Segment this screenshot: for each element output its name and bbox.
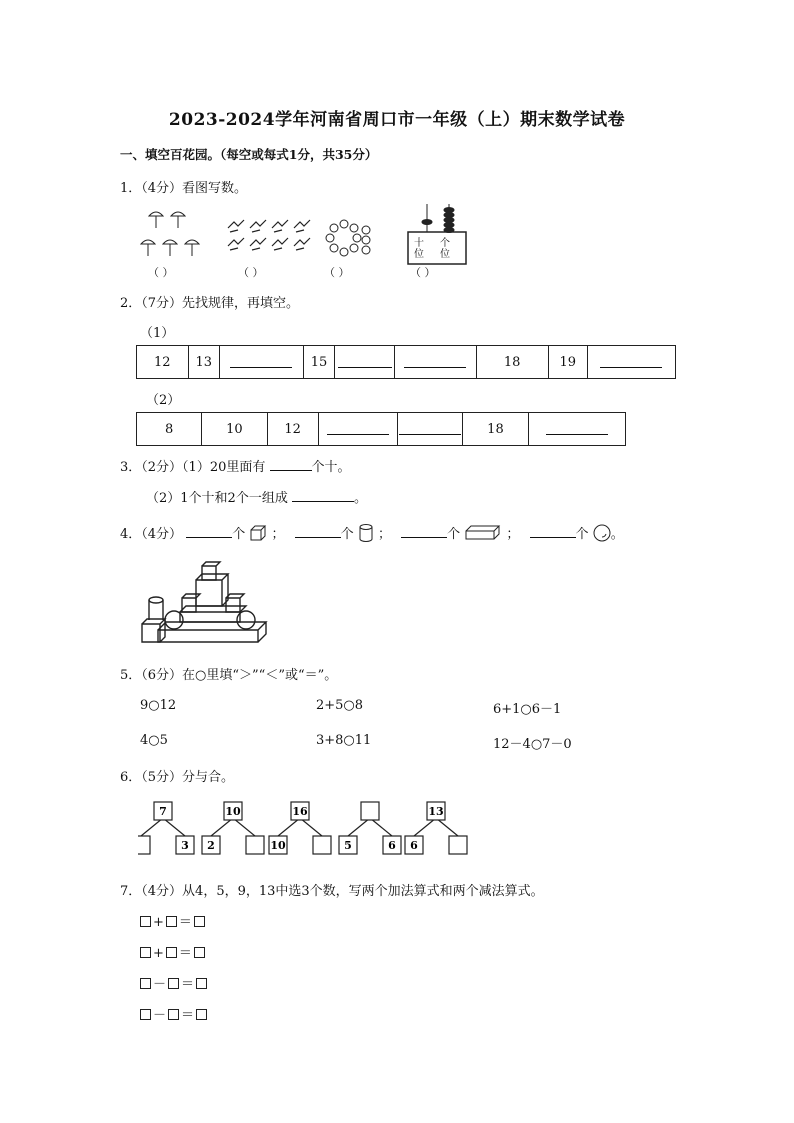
seq-blank[interactable] xyxy=(587,346,675,379)
answer-blank[interactable] xyxy=(530,525,576,538)
answer-blank[interactable] xyxy=(295,525,341,538)
question-2-part-2: （2） xyxy=(146,393,181,408)
bond-line xyxy=(414,818,436,836)
cuboid-icon xyxy=(464,525,502,541)
answer-blank[interactable] xyxy=(292,489,354,502)
comparison-item[interactable]: 12－4○7－0 xyxy=(493,737,572,752)
comparison-item[interactable]: 3+8○11 xyxy=(316,733,372,748)
bond-left-value: 10 xyxy=(270,839,286,852)
seq-cell: 15 xyxy=(303,346,334,379)
number-bond-group xyxy=(138,800,478,862)
sphere-icon xyxy=(593,524,611,542)
bond-top-value: 10 xyxy=(225,805,241,818)
seq-blank[interactable] xyxy=(219,346,303,379)
answer-blank[interactable] xyxy=(186,525,232,538)
question-4-label: 4．（4分） xyxy=(120,527,183,542)
cylinder-icon xyxy=(358,523,374,543)
number-bond-4 xyxy=(339,802,401,854)
question-3-b: （2）1个十和2个一组成 。 xyxy=(146,491,367,506)
seq-cell: 8 xyxy=(137,413,202,446)
bond-right-box[interactable] xyxy=(246,836,264,854)
sequence-table-1 xyxy=(136,345,676,379)
seq-cell: 13 xyxy=(188,346,219,379)
bond-line xyxy=(233,818,255,836)
bond-right-value: 6 xyxy=(388,839,396,852)
bond-left-value: 5 xyxy=(344,839,352,852)
answer-blank[interactable] xyxy=(270,458,312,471)
bond-right-box[interactable] xyxy=(313,836,331,854)
seq-cell: 10 xyxy=(202,413,267,446)
cube-icon xyxy=(249,525,267,541)
question-6-label: 6．（5分）分与合。 xyxy=(120,770,235,785)
equation-line[interactable]: + ＝ xyxy=(140,942,205,961)
bond-top-value: 13 xyxy=(428,805,444,818)
circle-group-icon xyxy=(326,220,370,256)
stacked-shapes-picture xyxy=(138,560,268,650)
answer-paren[interactable]: （ ） xyxy=(324,266,350,279)
answer-paren[interactable]: （ ） xyxy=(410,266,436,279)
comparison-item[interactable]: 9○12 xyxy=(140,698,177,713)
seq-cell: 19 xyxy=(548,346,587,379)
number-bond-2 xyxy=(202,802,264,854)
bond-top-value: 16 xyxy=(292,805,308,818)
question-5-label: 5．（6分）在○里填“＞”“＜”或“＝”。 xyxy=(120,668,338,683)
bond-left-box[interactable] xyxy=(138,836,150,854)
seq-cell: 18 xyxy=(463,413,528,446)
bond-line xyxy=(278,818,300,836)
abacus-tens-label: 十位 xyxy=(414,238,424,260)
bond-line xyxy=(211,818,233,836)
number-bond-1 xyxy=(138,802,194,854)
answer-paren[interactable]: （ ） xyxy=(238,266,264,279)
seq-cell: 12 xyxy=(267,413,318,446)
bond-left-value: 6 xyxy=(410,839,418,852)
equation-line[interactable]: － ＝ xyxy=(140,973,207,992)
equation-line[interactable]: + ＝ xyxy=(140,911,205,930)
solids-figure xyxy=(138,560,268,654)
bond-right-box[interactable] xyxy=(449,836,467,854)
bond-line xyxy=(370,818,392,836)
bond-right-value: 3 xyxy=(181,839,189,852)
section-heading: 一、填空百花园。（每空或每式1分，共35分） xyxy=(120,147,378,162)
question-1-figure xyxy=(138,202,478,280)
seq-blank[interactable] xyxy=(394,346,476,379)
comparison-item[interactable]: 2+5○8 xyxy=(316,698,364,713)
comparison-item[interactable]: 6+1○6－1 xyxy=(493,702,562,717)
umbrella-group-icon xyxy=(141,212,199,256)
question-3-a: 3．（2分）（1）20里面有 个十。 xyxy=(120,460,351,475)
seq-cell: 12 xyxy=(137,346,189,379)
bird-group-icon xyxy=(228,220,310,250)
bond-left-value: 2 xyxy=(207,839,215,852)
question-3-label: 3．（2分） xyxy=(120,460,183,475)
answer-blank[interactable] xyxy=(401,525,447,538)
seq-blank[interactable] xyxy=(528,413,625,446)
number-bond-3 xyxy=(269,802,331,854)
abacus-ones-label: 个位 xyxy=(440,238,450,260)
seq-cell: 18 xyxy=(476,346,548,379)
question-1-label: 1．（4分）看图写数。 xyxy=(120,181,248,196)
bond-line xyxy=(141,818,163,836)
bond-top-box[interactable] xyxy=(361,802,379,820)
bond-line xyxy=(163,818,185,836)
question-2-label: 2．（7分）先找规律，再填空。 xyxy=(120,296,300,311)
number-bond-5 xyxy=(405,802,467,854)
question-2-part-1: （1） xyxy=(140,326,175,341)
comparison-item[interactable]: 4○5 xyxy=(140,733,168,748)
seq-blank[interactable] xyxy=(398,413,463,446)
bond-line xyxy=(348,818,370,836)
page-title: 2023-2024学年河南省周口市一年级（上）期末数学试卷 xyxy=(168,110,626,130)
bond-line xyxy=(436,818,458,836)
equation-line[interactable]: － ＝ xyxy=(140,1004,207,1023)
seq-blank[interactable] xyxy=(335,346,395,379)
bond-line xyxy=(300,818,322,836)
seq-blank[interactable] xyxy=(318,413,397,446)
question-7-label: 7．（4分）从4，5，9，13中选3个数，写两个加法算式和两个减法算式。 xyxy=(120,884,544,899)
bond-top-value: 7 xyxy=(159,805,167,818)
question-4-line: 4．（4分） 个 ； 个 ； 个 ； 个 。 xyxy=(120,523,624,543)
answer-paren[interactable]: （ ） xyxy=(148,266,174,279)
sequence-table-2 xyxy=(136,412,626,446)
